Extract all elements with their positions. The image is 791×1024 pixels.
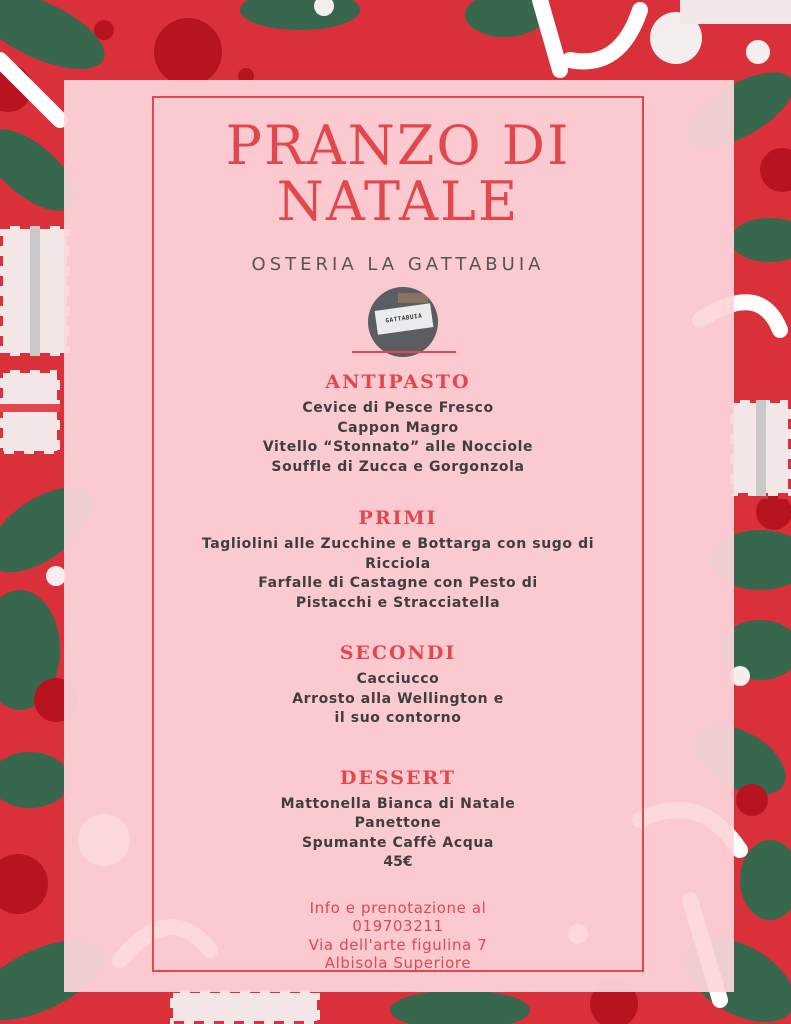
- dish-list: [152, 399, 644, 477]
- page-title: PRANZO DI NATALE: [225, 114, 571, 233]
- booking-info: [152, 899, 644, 973]
- dish-item: Cappon Magro: [337, 419, 459, 436]
- restaurant-logo-icon: [368, 287, 438, 357]
- dish-item: Cevice di Pesce Fresco: [302, 400, 494, 416]
- dish-item: Panettone: [354, 815, 442, 831]
- section-primi: [152, 505, 644, 613]
- dish-list: [152, 535, 644, 613]
- dish-list: [152, 795, 644, 854]
- section-antipasto: [152, 369, 644, 477]
- divider: [352, 351, 456, 353]
- dish-item: Cacciucco: [356, 671, 440, 687]
- logo-roof: [398, 293, 428, 303]
- menu-price: 45€: [383, 854, 413, 870]
- dish-item: il suo contorno: [334, 710, 462, 726]
- dish-item: Arrosto alla Wellington e: [292, 690, 504, 707]
- dish-item: Mattonella Bianca di Natale: [280, 795, 516, 812]
- section-secondi: [152, 640, 644, 729]
- booking-label: Info e prenotazione al: [309, 898, 487, 917]
- address: Via dell'arte figulina 7: [308, 935, 488, 954]
- restaurant-name: OSTERIA LA GATTABUIA: [251, 254, 545, 275]
- logo-sign: [375, 303, 434, 335]
- menu-content: [152, 96, 644, 972]
- dish-item: Souffle di Zucca e Gorgonzola: [271, 458, 525, 475]
- dish-item: Tagliolini alle Zucchine e Bottarga con sugo di Ricciola: [201, 536, 595, 572]
- section-title: DESSERT: [339, 766, 457, 789]
- dish-item: Farfalle di Castagne con Pesto di Pistacchi e Stracciatella: [258, 575, 538, 611]
- phone-number: 019703211: [352, 917, 444, 935]
- section-dessert: [152, 765, 644, 873]
- logo-text: GATTABUIA: [385, 312, 423, 325]
- section-title: SECONDI: [339, 642, 457, 664]
- dish-item: Vitello “Stonnato” alle Nocciole: [262, 439, 534, 455]
- dish-item: Spumante Caffè Acqua: [302, 834, 494, 851]
- dish-list: [152, 670, 644, 729]
- logo-area: [152, 287, 644, 369]
- section-title: ANTIPASTO: [325, 371, 471, 393]
- section-title: PRIMI: [358, 507, 438, 529]
- city: Albisola Superiore: [324, 954, 472, 972]
